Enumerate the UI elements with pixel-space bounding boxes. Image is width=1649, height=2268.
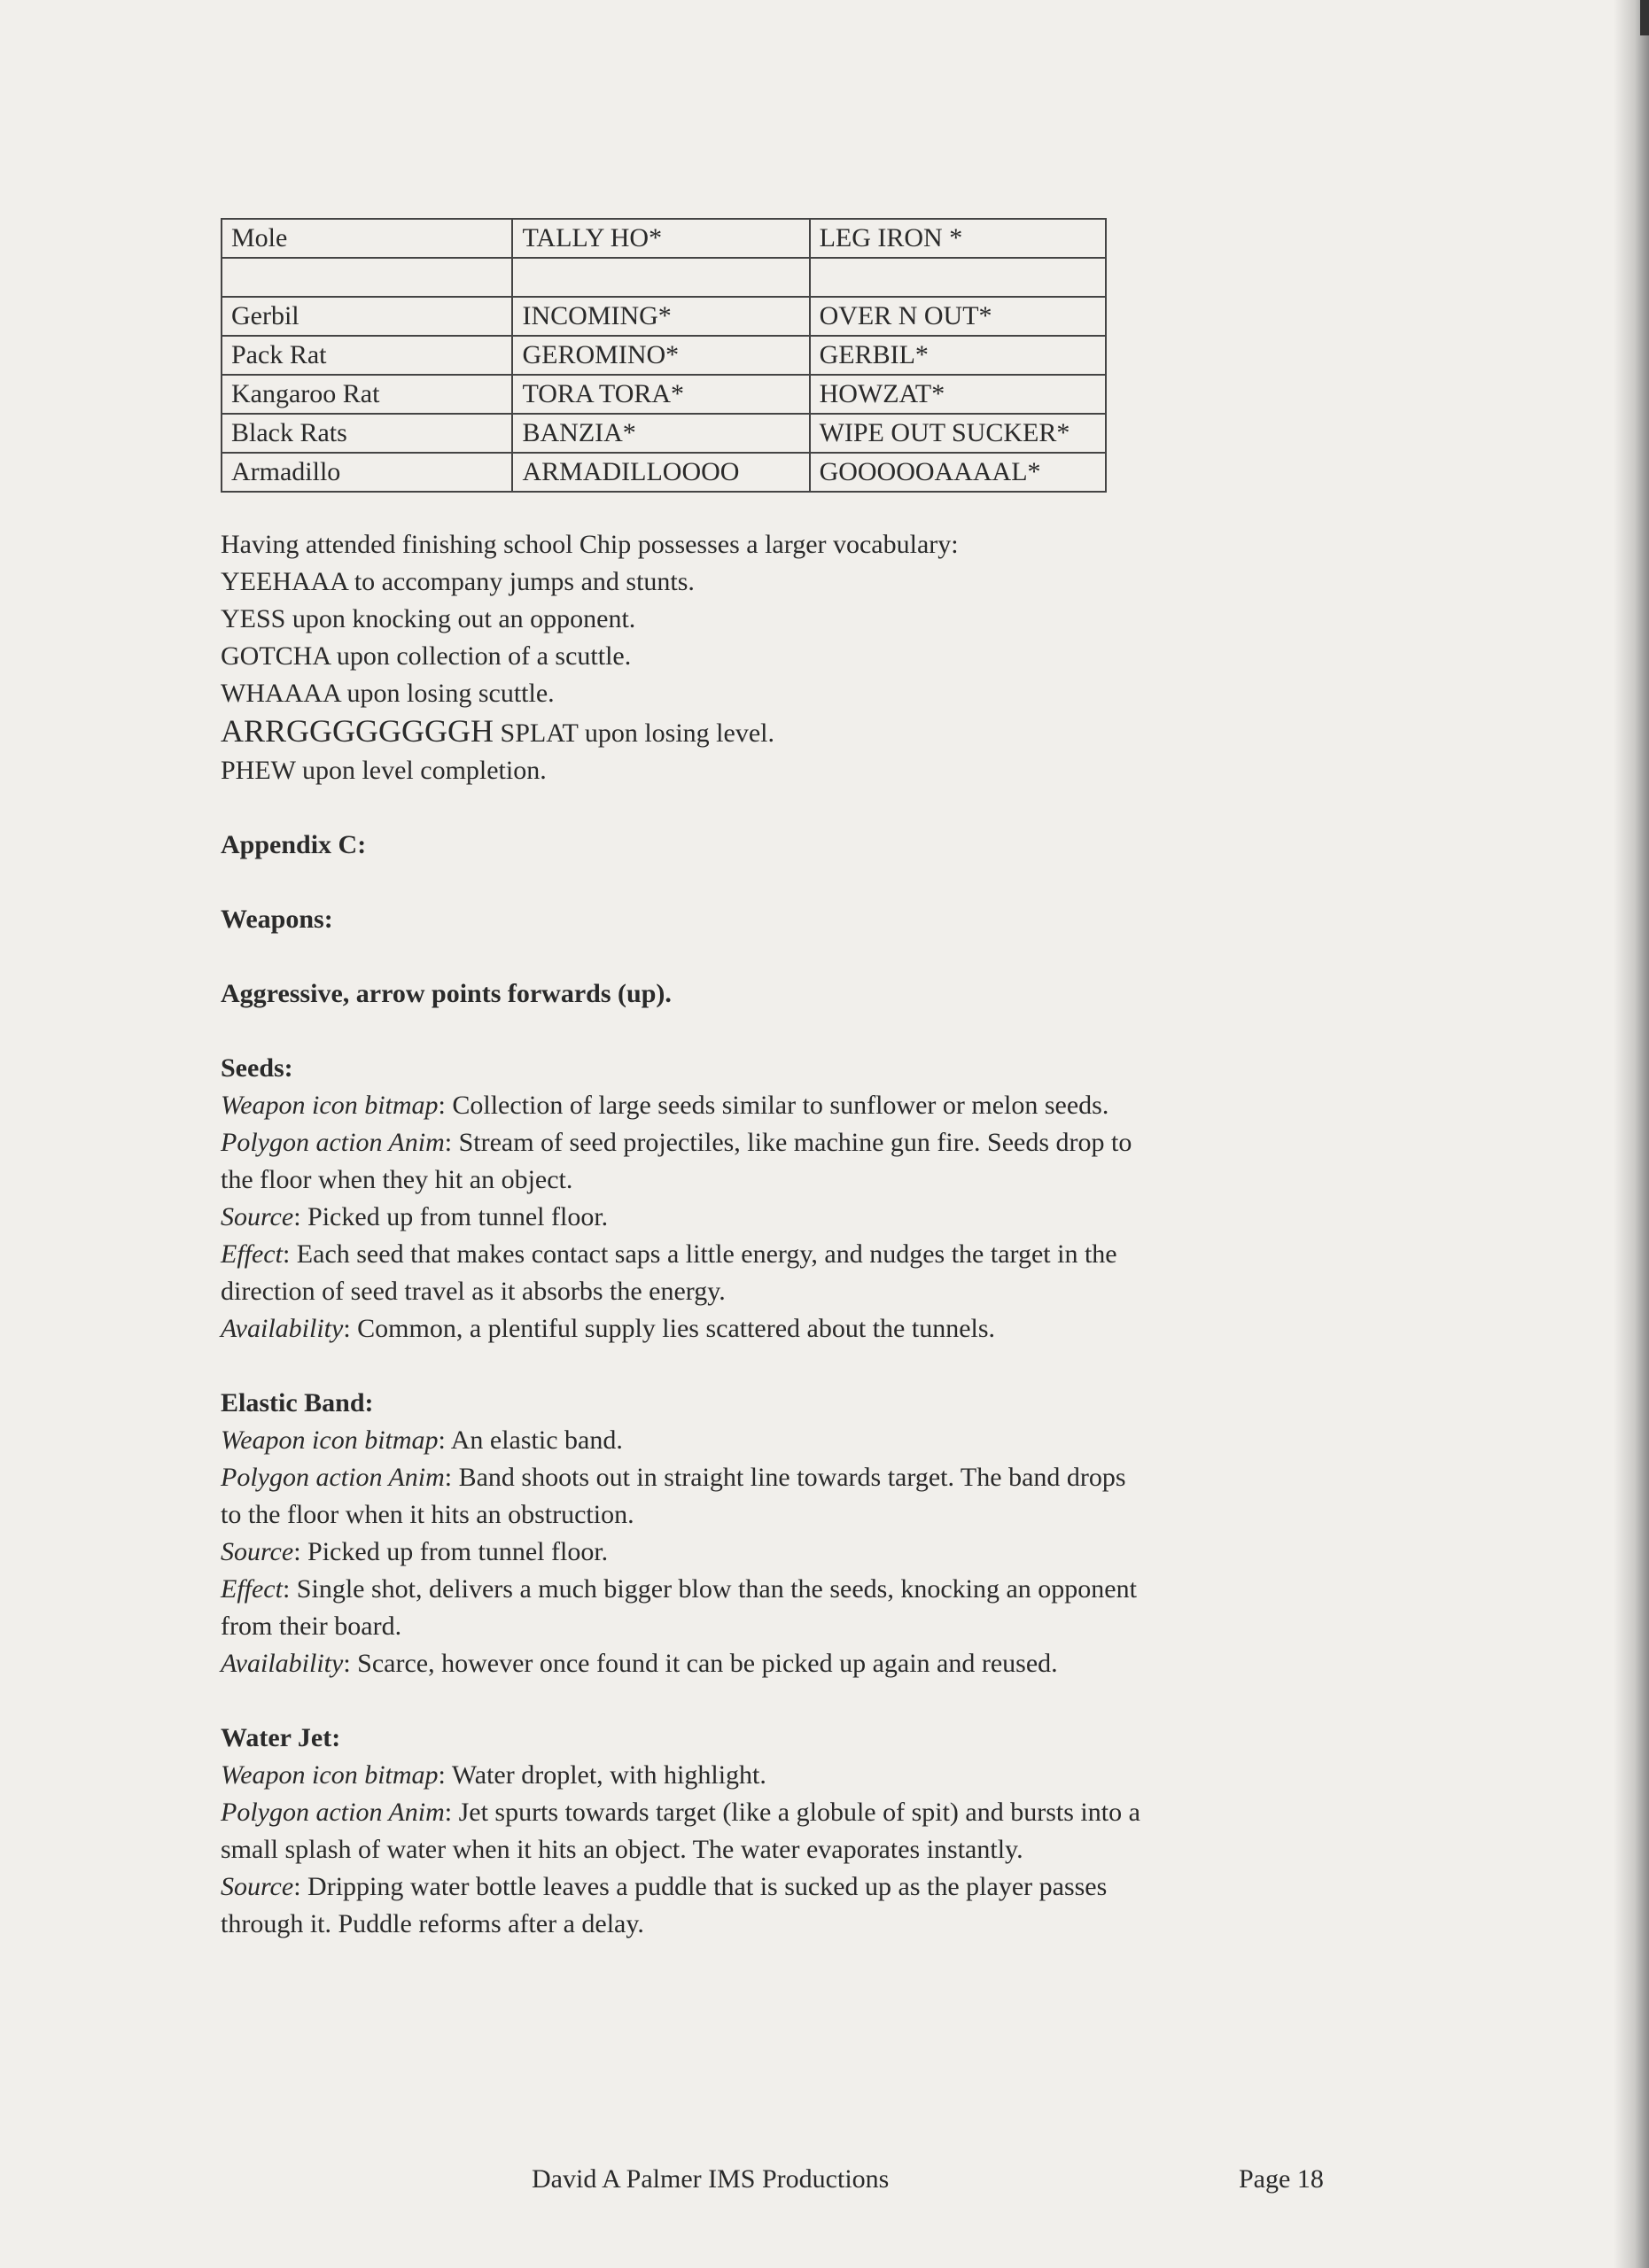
- weapon-anim-line: [221, 1794, 1452, 1831]
- table-cell: [810, 258, 1106, 297]
- weapon-source-line: [221, 1199, 1452, 1236]
- table-row: [222, 414, 1106, 453]
- table-row: [222, 258, 1106, 297]
- table-cell: Pack Rat: [222, 336, 512, 375]
- weapon-source-text: : Dripping water bottle leaves a puddle that is sucked up as the player passes: [293, 1872, 1108, 1901]
- weapon-effect-line: [221, 1236, 1452, 1273]
- weapon-source-line: [221, 1534, 1452, 1571]
- footer-page-number: Page 18: [1239, 2164, 1324, 2194]
- table-cell: WIPE OUT SUCKER*: [810, 414, 1106, 453]
- weapon-effect-line-2: from their board.: [221, 1612, 402, 1641]
- weapon-effect-line: [221, 1571, 1452, 1608]
- page-edge-shadow: [1614, 0, 1649, 2268]
- table-cell: Kangaroo Rat: [222, 375, 512, 414]
- weapon-availability-line: [221, 1310, 1452, 1348]
- argh-rest: SPLAT upon losing level.: [494, 718, 774, 748]
- weapon-effect-text: : Single shot, delivers a much bigger blow than the seeds, knocking an opponent: [282, 1574, 1137, 1604]
- table-row: [222, 336, 1106, 375]
- vocab-intro: Having attended finishing school Chip possesses a larger vocabulary:: [221, 530, 959, 559]
- table-cell: BANZIA*: [512, 414, 809, 453]
- table-cell: GOOOOOAAAAL*: [810, 453, 1106, 492]
- vocab-line: WHAAAA upon losing scuttle.: [221, 679, 555, 708]
- chip-vocabulary: [221, 526, 1452, 789]
- table-row: [222, 453, 1106, 492]
- table-cell: TALLY HO*: [512, 219, 809, 258]
- weapon-source-text: : Picked up from tunnel floor.: [293, 1202, 609, 1231]
- table-cell: [222, 258, 512, 297]
- table-cell: LEG IRON *: [810, 219, 1106, 258]
- table-cell: HOWZAT*: [810, 375, 1106, 414]
- weapon-anim-line-2: to the floor when it hits an obstruction.: [221, 1500, 634, 1529]
- binder-tab: [1640, 0, 1649, 35]
- table-cell: GERBIL*: [810, 336, 1106, 375]
- weapon-anim-line-2: small splash of water when it hits an object. The water evaporates instantly.: [221, 1835, 1023, 1864]
- weapons-heading: Weapons:: [221, 905, 333, 934]
- table-row: [222, 219, 1106, 258]
- weapon-elastic-band: [221, 1385, 1452, 1682]
- weapon-availability-line: [221, 1645, 1452, 1682]
- weapon-availability-text: : Scarce, however once found it can be picked up again and reused.: [343, 1649, 1058, 1678]
- label-effect: Effect: [221, 1239, 283, 1269]
- table-cell: INCOMING*: [512, 297, 809, 336]
- vocab-line: YESS upon knocking out an opponent.: [221, 604, 636, 633]
- label-anim: Polygon action Anim: [221, 1463, 445, 1492]
- weapon-anim-text: : Band shoots out in straight line towards target. The band drops: [444, 1463, 1126, 1492]
- weapon-source-line: [221, 1868, 1452, 1906]
- table-cell: Black Rats: [222, 414, 512, 453]
- weapon-seeds: [221, 1050, 1452, 1348]
- label-icon: Weapon icon bitmap: [221, 1091, 439, 1120]
- label-icon: Weapon icon bitmap: [221, 1425, 439, 1455]
- weapon-source-text: : Picked up from tunnel floor.: [293, 1537, 609, 1566]
- weapon-icon-line: [221, 1757, 1452, 1794]
- appendix-section: [221, 827, 1452, 1013]
- argh-word: ARRGGGGGGGGH: [221, 713, 494, 749]
- footer-author: David A Palmer IMS Productions: [532, 2164, 890, 2194]
- appendix-title: Appendix C:: [221, 830, 367, 859]
- label-availability: Availability: [221, 1649, 344, 1678]
- weapon-icon-line: [221, 1422, 1452, 1459]
- weapon-icon-text: : An elastic band.: [438, 1425, 623, 1455]
- weapon-availability-text: : Common, a plentiful supply lies scattered about the tunnels.: [343, 1314, 996, 1343]
- weapon-icon-text: : Collection of large seeds similar to sunflower or melon seeds.: [438, 1091, 1109, 1120]
- aggressive-heading: Aggressive, arrow points forwards (up).: [221, 979, 672, 1008]
- weapon-icon-text: : Water droplet, with highlight.: [438, 1760, 766, 1790]
- weapon-name: Seeds:: [221, 1053, 293, 1083]
- weapon-anim-line: [221, 1459, 1452, 1496]
- weapon-water-jet: [221, 1720, 1452, 1943]
- label-availability: Availability: [221, 1314, 344, 1343]
- label-anim: Polygon action Anim: [221, 1798, 445, 1827]
- vocab-line-argh: [221, 712, 1452, 752]
- table-row: [222, 375, 1106, 414]
- page-content: [221, 218, 1452, 1943]
- table-cell: Mole: [222, 219, 512, 258]
- vocab-line: GOTCHA upon collection of a scuttle.: [221, 641, 632, 671]
- weapon-anim-text: : Stream of seed projectiles, like machine gun fire. Seeds drop to: [444, 1128, 1132, 1157]
- table-cell: OVER N OUT*: [810, 297, 1106, 336]
- label-source: Source: [221, 1537, 294, 1566]
- table-row: [222, 297, 1106, 336]
- label-source: Source: [221, 1872, 294, 1901]
- table-cell: [512, 258, 809, 297]
- vocabulary-table: [221, 218, 1107, 493]
- weapon-name: Water Jet:: [221, 1723, 341, 1752]
- table-cell: ARMADILLOOOO: [512, 453, 809, 492]
- label-source: Source: [221, 1202, 294, 1231]
- weapon-anim-text: : Jet spurts towards target (like a globule of spit) and bursts into a: [444, 1798, 1140, 1827]
- table-cell: Armadillo: [222, 453, 512, 492]
- vocab-line: YEEHAAA to accompany jumps and stunts.: [221, 567, 695, 596]
- weapon-anim-line: [221, 1124, 1452, 1161]
- table-cell: TORA TORA*: [512, 375, 809, 414]
- label-icon: Weapon icon bitmap: [221, 1760, 439, 1790]
- weapon-effect-text: : Each seed that makes contact saps a little energy, and nudges the target in the: [282, 1239, 1117, 1269]
- label-effect: Effect: [221, 1574, 283, 1604]
- weapon-anim-line-2: the floor when they hit an object.: [221, 1165, 573, 1194]
- label-anim: Polygon action Anim: [221, 1128, 445, 1157]
- weapon-name: Elastic Band:: [221, 1388, 374, 1418]
- weapon-source-line-2: through it. Puddle reforms after a delay.: [221, 1909, 644, 1938]
- vocab-line: PHEW upon level completion.: [221, 756, 547, 785]
- weapon-icon-line: [221, 1087, 1452, 1124]
- table-cell: Gerbil: [222, 297, 512, 336]
- weapon-effect-line-2: direction of seed travel as it absorbs the energy.: [221, 1277, 726, 1306]
- table-cell: GEROMINO*: [512, 336, 809, 375]
